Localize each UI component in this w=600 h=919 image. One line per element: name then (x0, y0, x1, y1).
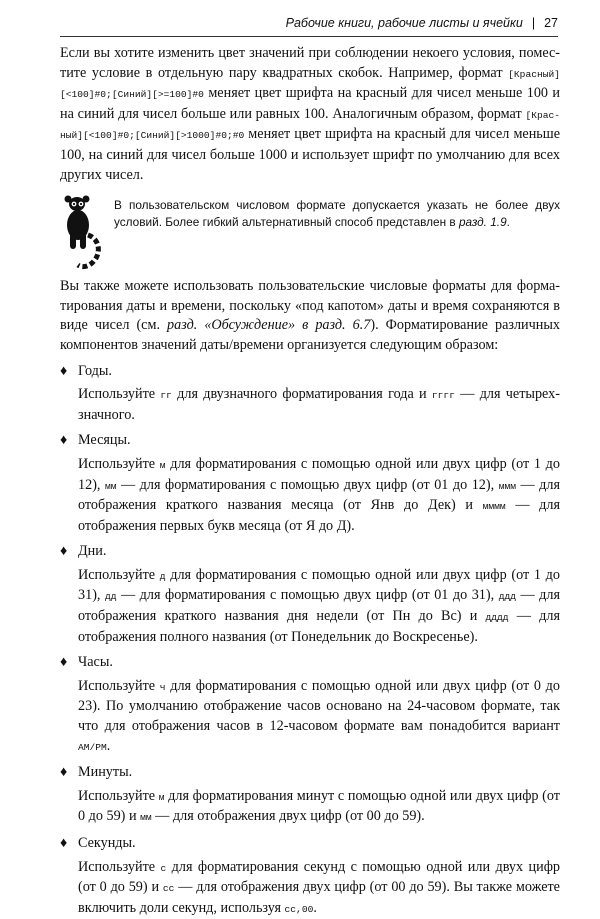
intro-paragraph (60, 44, 560, 185)
text-run: Вы также можете использовать пользовательские числовые форматы для форматирования даты и времени, поскольку «под капотом» даты и время сохраняются в виде чисел (см. (60, 278, 560, 334)
text-run: Используйте (78, 455, 160, 472)
text-run: . (106, 737, 111, 754)
text-run: Если вы хотите изменить цвет значений при соблюдении некоего условия, поместите условие в отдельную пару квадратных скобок. Например, формат (60, 45, 560, 81)
note-box (60, 195, 560, 273)
list-item-description (78, 566, 560, 647)
text-run: — для отображения первых букв месяца (от Я до Д). (78, 497, 560, 534)
code-fragment: м (159, 459, 166, 471)
text-run: — для отображения краткого названия дня недели (от Пн до Вс) и (78, 587, 560, 625)
text-run: . (313, 899, 317, 916)
list-item-label: Месяцы. (78, 432, 131, 449)
code-fragment: сс,00 (284, 903, 314, 915)
list-item-label: Дни. (78, 543, 107, 560)
text-run: для двузначного форматирования года и (171, 386, 432, 403)
code-fragment: AM/PM (78, 741, 107, 753)
list-item-description (78, 677, 560, 757)
list-item-description (78, 858, 560, 919)
list-item-title (60, 834, 560, 854)
list-item-label: Годы. (78, 362, 112, 379)
text-run: меняет цвет шрифта на красный для чисел меньше 100, на синий для чисел больше 1000 и использует шрифт по умолчанию для всех других чисел. (60, 126, 560, 183)
text-run: для форматирования с помощью одной или двух цифр (от 1 до 31), (78, 566, 560, 604)
text-run: Используйте (78, 858, 161, 875)
text-run: . (506, 214, 510, 229)
text-run: — для отображения краткого названия месяца (от Янв до Дек) и (78, 476, 560, 514)
bullet-icon: ♦ (60, 764, 68, 781)
text-run: для форматирования с помощью одной или двух цифр (от 1 до 12), (78, 455, 560, 493)
running-header (60, 14, 558, 37)
bullet-icon: ♦ (60, 362, 68, 379)
code-fragment: дд (104, 591, 117, 603)
cross-reference: разд. 1.9 (458, 214, 507, 229)
page-number: 27 (544, 16, 558, 30)
lemur-icon (60, 195, 102, 271)
text-run: Используйте (78, 566, 160, 583)
text-run: Используйте (78, 677, 160, 694)
code-fragment: с (160, 862, 167, 874)
list-item-description (78, 455, 560, 536)
code-fragment: мм (104, 480, 117, 492)
header-separator: | (531, 16, 536, 30)
list-item-title (60, 653, 560, 673)
code-fragment: гг (160, 390, 172, 402)
bullet-icon: ♦ (60, 654, 68, 671)
code-fragment: мм (140, 812, 152, 824)
code-fragment: дддд (485, 612, 509, 624)
date-time-paragraph (60, 277, 560, 355)
text-run: В пользовательском числовом формате допускается указать не более двух условий. Более гибкий альтернативный способ представлен в (114, 198, 560, 229)
code-fragment: [Красный][<100]#0;[Синий][>1000]#0;#0 (60, 109, 560, 142)
text-run: для форматирования с помощью одной или двух цифр (от 0 до 23). По умолчанию отображение часов основано на 24-часовом формате, так что для отображения часов в 12-часовом формате вам понадобится вариант (78, 677, 560, 735)
text-run: — для отображения полного названия (от Понедельник до Воскресенье). (78, 608, 560, 645)
list-item-title (60, 362, 560, 382)
text-run: Используйте (78, 386, 161, 403)
format-list (60, 362, 560, 919)
page-content (60, 44, 560, 919)
text-run: — для отображения двух цифр (от 00 до 59). (151, 808, 425, 825)
code-fragment: [Красный][<100]#0;[Синий][>=100]#0 (60, 68, 560, 101)
text-run: — для форматирования с помощью двух цифр (от 01 до 31), (116, 587, 499, 604)
text-run: — для четырехзначного. (78, 386, 560, 423)
code-fragment: мммм (482, 501, 506, 513)
code-fragment: гггг (431, 390, 455, 402)
code-fragment: м (158, 791, 165, 803)
text-run: Используйте (78, 787, 159, 804)
list-item-label: Часы. (78, 654, 113, 671)
note-text (114, 195, 560, 230)
list-item-title (60, 542, 560, 562)
list-item-description (78, 385, 560, 425)
bullet-icon: ♦ (60, 543, 68, 560)
cross-reference: разд. «Обсуждение» в разд. 6.7 (167, 317, 371, 334)
list-item-description (78, 787, 560, 828)
list-item-title (60, 431, 560, 451)
bullet-icon: ♦ (60, 835, 68, 851)
list-item-label: Минуты. (78, 764, 133, 781)
text-run: для форматирования минут с помощью одной или двух цифр (от 0 до 59) и (78, 787, 560, 825)
code-fragment: д (159, 570, 166, 582)
list-item-title (60, 763, 560, 783)
text-run: — для форматирования с помощью двух цифр (от 01 до 12), (116, 476, 499, 493)
list-item-label: Секунды. (78, 835, 136, 851)
code-fragment: сс (162, 883, 175, 895)
running-title: Рабочие книги, рабочие листы и ячейки (285, 16, 523, 30)
bullet-icon: ♦ (60, 432, 68, 449)
text-run: — для отображения двух цифр (от 00 до 59). Вы также можете включить доли секунд, используя (78, 879, 560, 916)
text-run: меняет цвет шрифта на красный для чисел меньше 100 и на синий для чисел больше или равных 100. Аналогичным образом, формат (60, 85, 560, 122)
code-fragment: ддд (498, 591, 516, 603)
code-fragment: ч (159, 681, 166, 693)
text-run: для форматирования секунд с помощью одной или двух цифр (от 0 до 59) и (78, 858, 560, 896)
code-fragment: ммм (498, 480, 516, 492)
text-run: ). Форматирование различных компонентов значений даты/времени организуется следующим образом: (60, 317, 560, 353)
